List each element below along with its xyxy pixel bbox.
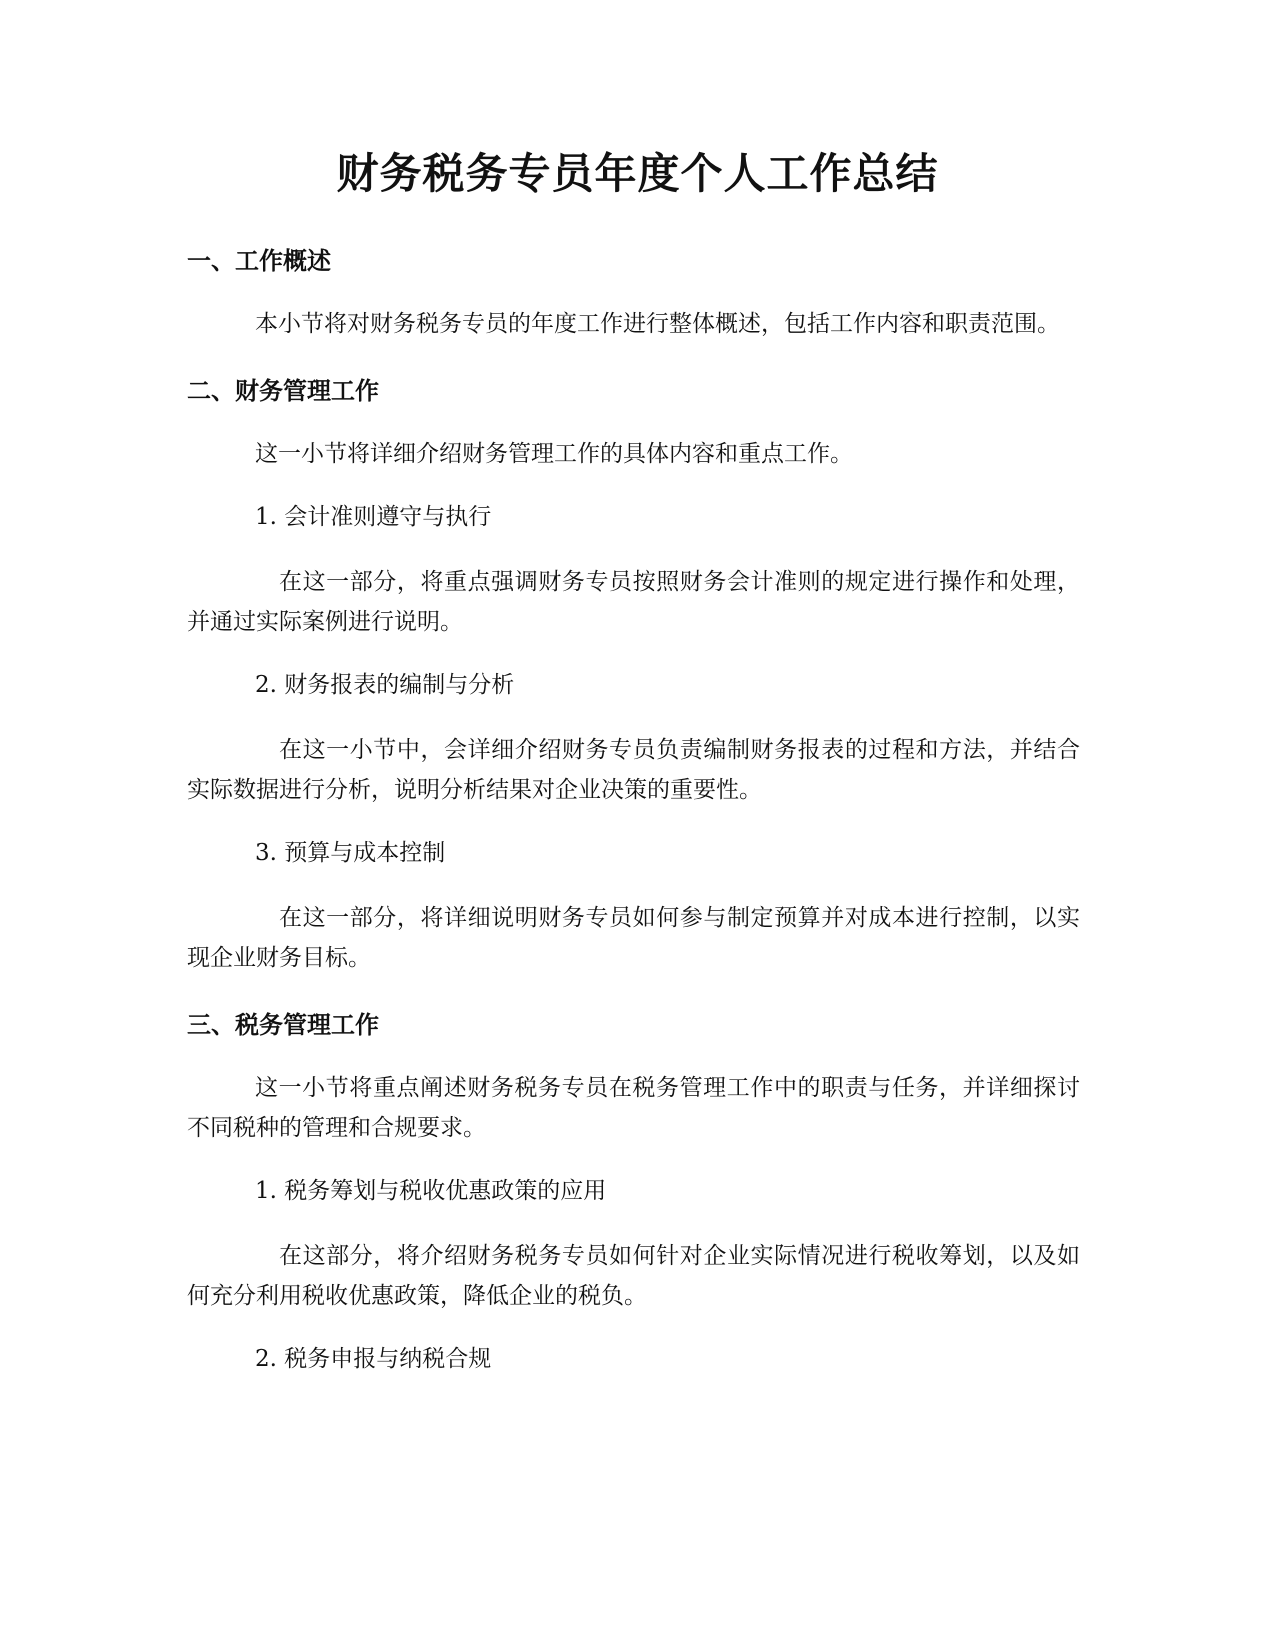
section-tax: [187, 1008, 1080, 1376]
list-item-label: 2. 财务报表的编制与分析: [255, 672, 515, 698]
list-item-label: 1. 税务筹划与税收优惠政策的应用: [255, 1178, 607, 1204]
list-item-label: 1. 会计准则遵守与执行: [255, 504, 492, 530]
section-finance: [187, 374, 1080, 978]
list-item-text: 在这一部分，将重点强调财务专员按照财务会计准则的规定进行操作和处理，并通过实际案例进行说明。: [187, 569, 1080, 635]
list-item-text: 在这一部分，将详细说明财务专员如何参与制定预算并对成本进行控制，以实现企业财务目标。: [187, 905, 1080, 971]
list-item-text: 在这一小节中，会详细介绍财务专员负责编制财务报表的过程和方法，并结合实际数据进行分析，说明分析结果对企业决策的重要性。: [187, 737, 1080, 803]
document-body: [187, 244, 1080, 1404]
section-heading: 二、财务管理工作: [187, 377, 379, 405]
list-item-text: 在这部分，将介绍财务税务专员如何针对企业实际情况进行税收筹划，以及如何充分利用税收优惠政策，降低企业的税负。: [187, 1243, 1080, 1309]
section-heading: 三、税务管理工作: [187, 1011, 379, 1039]
section-intro: 这一小节将详细介绍财务管理工作的具体内容和重点工作。: [255, 441, 853, 467]
section-intro: 这一小节将重点阐述财务税务专员在税务管理工作中的职责与任务，并详细探讨不同税种的管理和合规要求。: [187, 1075, 1080, 1141]
section-overview: [187, 244, 1080, 344]
section-heading: 一、工作概述: [187, 247, 331, 275]
section-intro: 本小节将对财务税务专员的年度工作进行整体概述，包括工作内容和职责范围。: [255, 311, 1060, 337]
list-item-label: 2. 税务申报与纳税合规: [255, 1346, 492, 1372]
list-item-label: 3. 预算与成本控制: [255, 840, 446, 866]
document-title: 财务税务专员年度个人工作总结: [336, 149, 939, 198]
